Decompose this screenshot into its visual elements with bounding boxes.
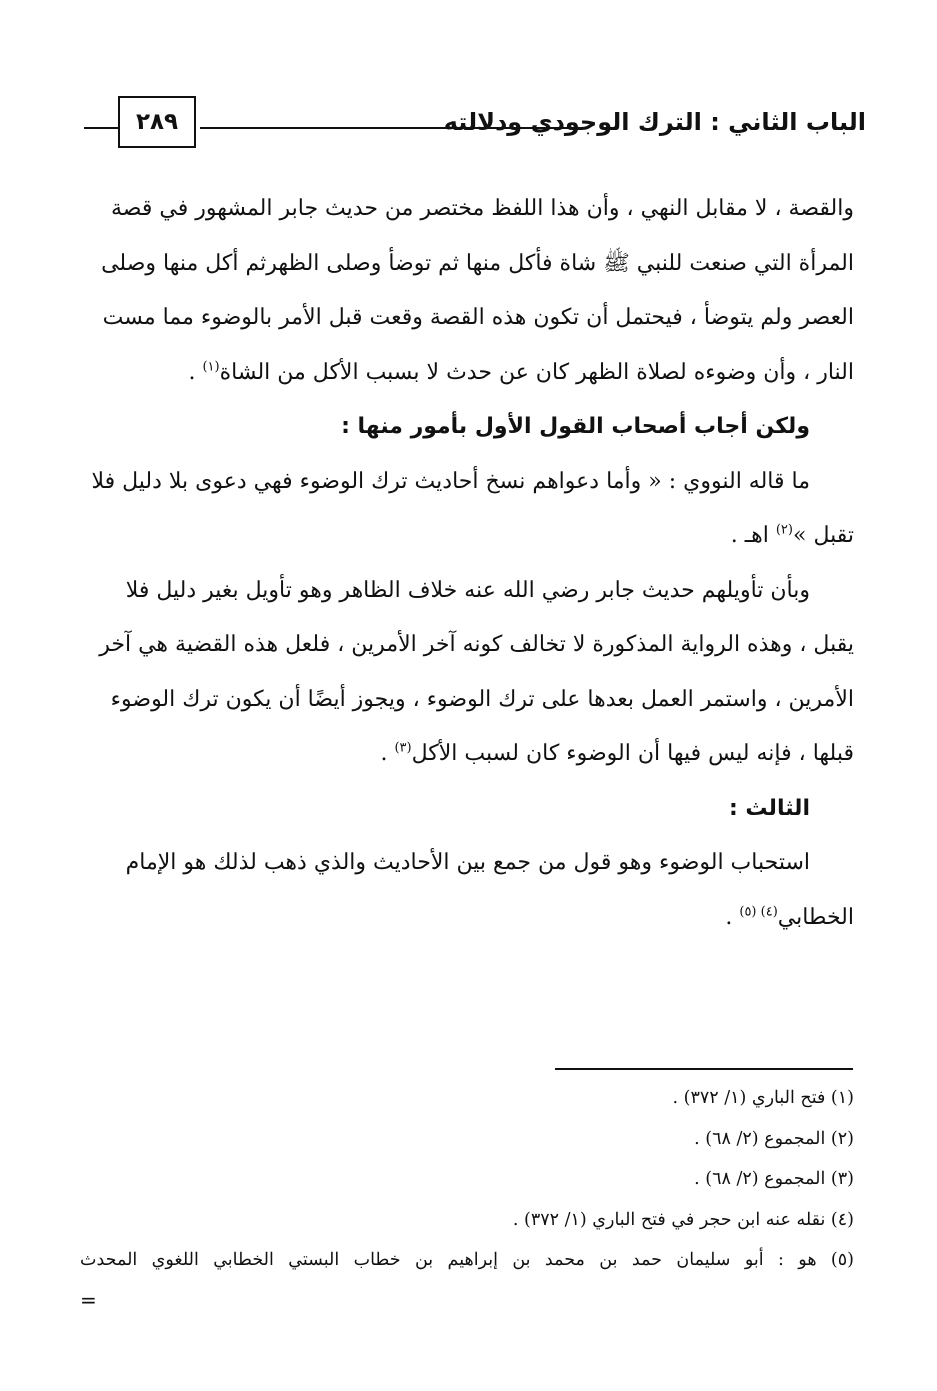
footnote-4: (٤) نقله عنه ابن حجر في فتح الباري (١/ ٣٧٢) . <box>512 1209 854 1230</box>
footnote-separator <box>555 1068 853 1070</box>
paragraph-1-end: . <box>188 359 203 385</box>
paragraph-3 <box>84 455 854 564</box>
paragraph-4 <box>84 564 854 782</box>
footnote-3: (٣) المجموع (٢/ ٦٨) . <box>694 1169 854 1189</box>
footnotes <box>80 1078 854 1281</box>
footnote-ref-1: (١) <box>202 359 220 375</box>
continuation-mark: = <box>80 1288 97 1312</box>
paragraph-1 <box>84 182 854 400</box>
paragraph-1-text: والقصة ، لا مقابل النهي ، وأن هذا اللفظ مختصر من حديث جابر المشهور في قصة المرأة التي صنعت للنبي ﷺ شاة فأكل منها ثم توضأ وصلى الظهرثم أكل منها وصلى العصر ولم يتوضأ ، فيحتمل أن تكون هذه القصة وقعت قبل الأمر بالوضوء مما مست النار ، وأن وضوءه لصلاة الظهر كان عن حدث لا بسبب الأكل من الشاة <box>101 196 854 385</box>
paragraph-6-text: استحباب الوضوء وهو قول من جمع بين الأحاديث والذي ذهب لذلك هو الإمام الخطابي <box>125 850 854 930</box>
body-text <box>84 182 854 945</box>
paragraph-6-end: . <box>725 904 740 930</box>
footnote-ref-3: (٣) <box>394 740 412 756</box>
footnote-ref-2: (٢) <box>775 522 793 538</box>
chapter-title: الباب الثاني : الترك الوجودي ودلالته <box>443 108 866 136</box>
footnote-ref-4-5: (٤) (٥) <box>739 904 778 920</box>
header-rule-left <box>84 127 118 129</box>
paragraph-2-heading: ولكن أجاب أصحاب القول الأول بأمور منها : <box>341 414 810 439</box>
paragraph-3-end: اهـ . <box>730 523 776 548</box>
footnote-5: (٥) هو : أبو سليمان حمد بن محمد بن إبراهيم بن خطاب البستي الخطابي اللغوي المحدث <box>80 1250 854 1270</box>
page-header <box>84 90 866 160</box>
footnote-1: (١) فتح الباري (١/ ٣٧٢) . <box>672 1088 854 1108</box>
paragraph-6 <box>84 836 854 945</box>
paragraph-4-end: . <box>380 741 395 766</box>
paragraph-4-text: وبأن تأويلهم حديث جابر رضي الله عنه خلاف الظاهر وهو تأويل بغير دليل فلا يقبل ، وهذه الرواية المذكورة لا تخالف كونه آخر الأمرين ، فلعل هذه القضية هي آخر الأمرين ، واستمر العمل بعدها على ترك الوضوء ، ويجوز أيضًا أن يكون ترك الوضوء قبلها ، فإنه ليس فيها أن الوضوء كان لسبب الأكل <box>99 577 854 766</box>
page-number: ٢٨٩ <box>118 96 196 148</box>
section-heading-third: الثالث : <box>728 795 810 821</box>
paragraph-3-text: ما قاله النووي : « وأما دعواهم نسخ أحاديث ترك الوضوء فهي دعوى بلا دليل فلا تقبل » <box>91 468 854 548</box>
footnote-2: (٢) المجموع (٢/ ٦٨) . <box>694 1128 854 1149</box>
